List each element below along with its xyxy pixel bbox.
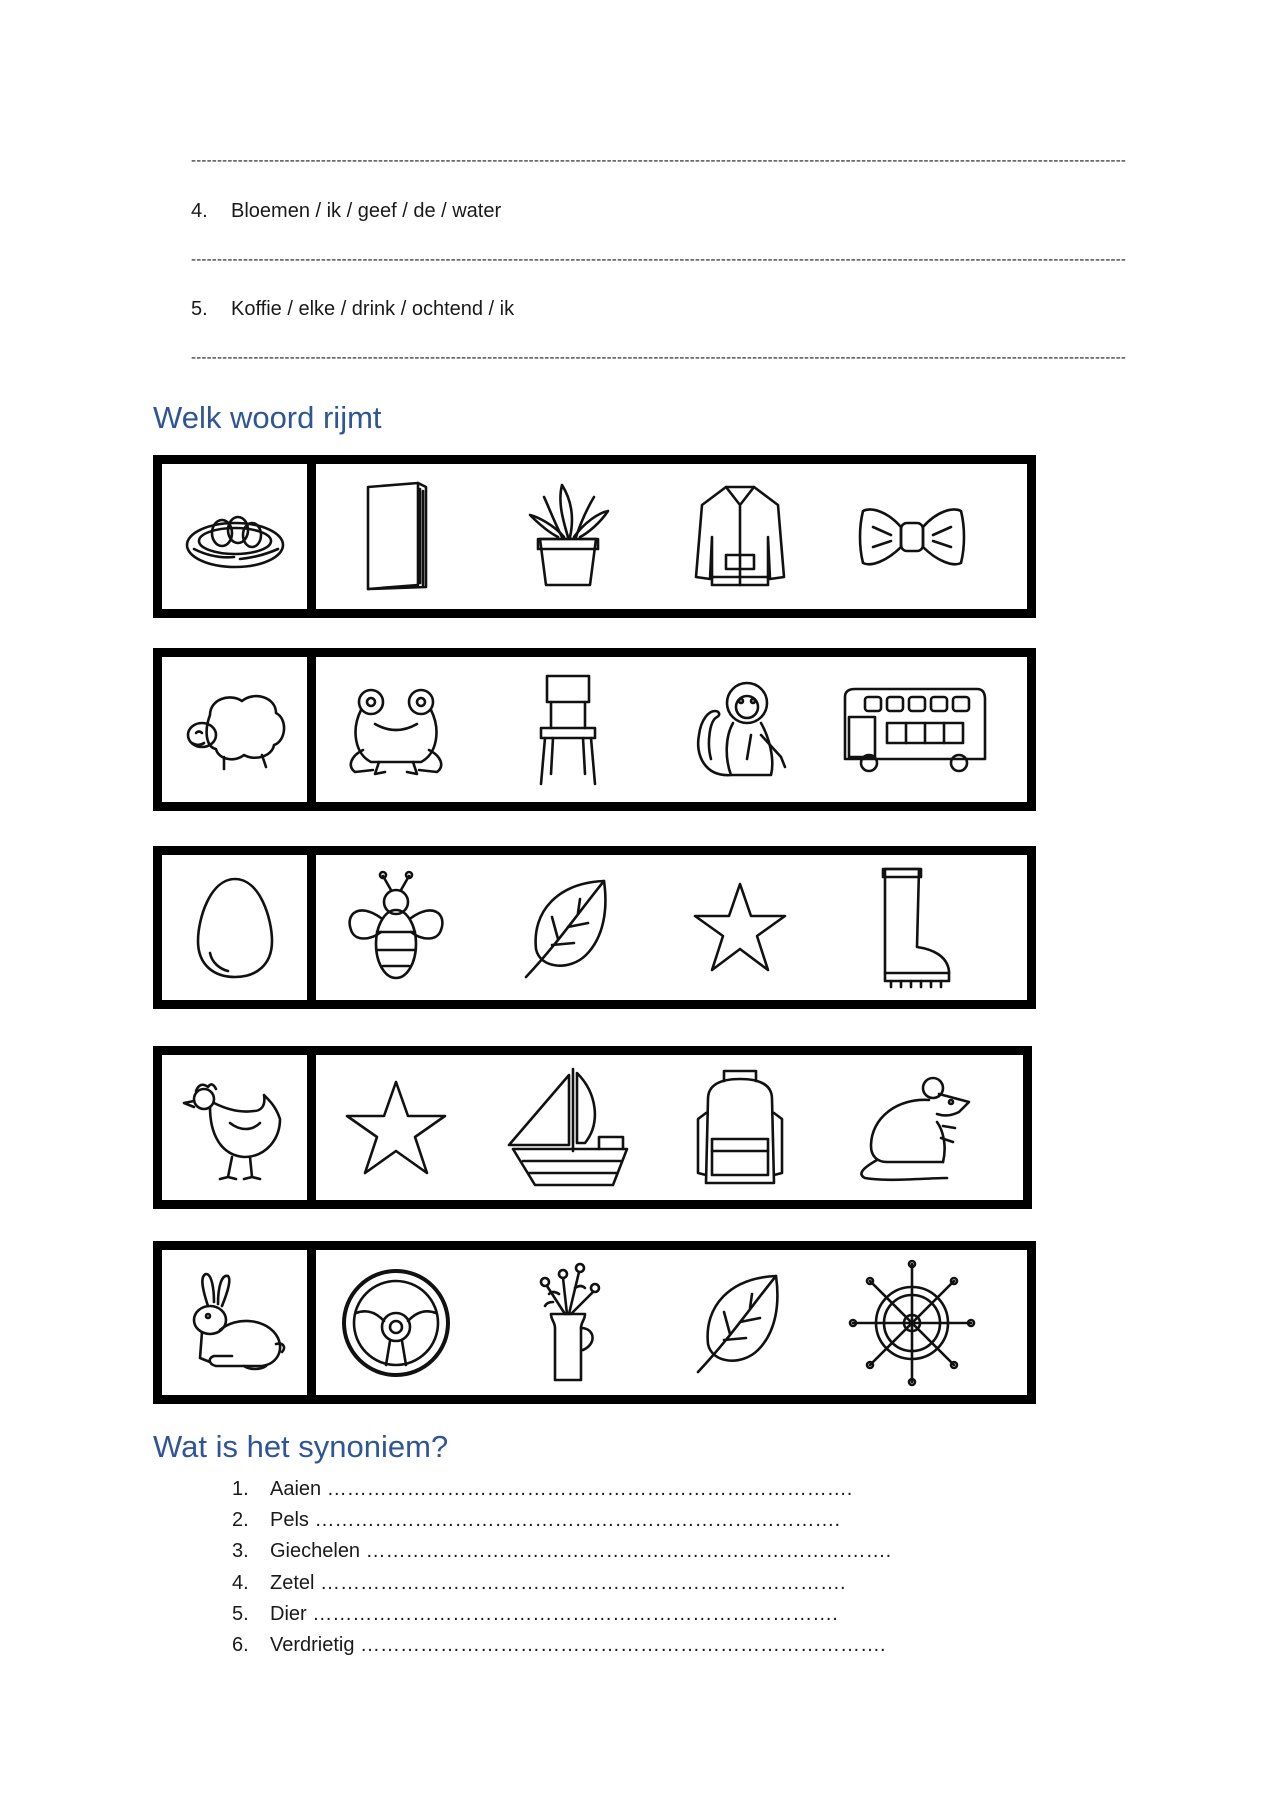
mouse-icon: [847, 1068, 977, 1188]
synonym-number: 6.: [232, 1634, 249, 1656]
sentence-number: 4.: [191, 200, 208, 222]
synonym-text: Giechelen …………………………………………………………………….: [270, 1540, 892, 1562]
option-2[interactable]: [488, 657, 648, 802]
synonym-item-6[interactable]: [232, 1633, 886, 1657]
chicken-icon: [180, 1073, 290, 1183]
bow-tie-icon: [857, 497, 967, 577]
vase-icon: [523, 1258, 613, 1388]
rhyme-row-5: [153, 1241, 1036, 1404]
answer-line[interactable]: ------------------------------------------------------------------------------------------------------------------------------------------------------------------------------------: [191, 251, 1127, 268]
backpack-icon: [690, 1063, 790, 1193]
synonym-number: 3.: [232, 1540, 249, 1562]
option-2[interactable]: [488, 855, 648, 1000]
rhyme-row-1: [153, 455, 1036, 618]
rhyme-row-2: [153, 648, 1036, 811]
synonym-number: 4.: [232, 1572, 249, 1594]
option-2[interactable]: [488, 1055, 648, 1200]
frog-icon: [341, 680, 451, 780]
synonym-item-4[interactable]: [232, 1571, 846, 1595]
prompt-cell: [162, 1055, 316, 1200]
sheep-icon: [180, 685, 290, 775]
option-1[interactable]: [316, 1055, 476, 1200]
synonym-item-3[interactable]: [232, 1539, 891, 1563]
rhyme-section-title: Welk woord rijmt: [153, 400, 382, 435]
sentence-text: Bloemen / ik / geef / de / water: [231, 200, 502, 222]
synonym-text: Verdrietig …………………………………………………………………….: [270, 1634, 886, 1656]
option-4[interactable]: [832, 657, 992, 802]
sentence-text: Koffie / elke / drink / ochtend / ik: [231, 298, 515, 320]
star-icon: [341, 1078, 451, 1178]
prompt-cell: [162, 657, 316, 802]
synonym-item-2[interactable]: [232, 1508, 840, 1532]
option-1[interactable]: [316, 464, 476, 609]
option-4[interactable]: [832, 1250, 992, 1395]
rhyme-row-4: [153, 1046, 1032, 1209]
rabbit-icon: [180, 1268, 290, 1378]
option-3[interactable]: [660, 464, 820, 609]
bus-icon: [837, 685, 987, 775]
book-icon: [346, 477, 446, 597]
option-3[interactable]: [660, 1250, 820, 1395]
prompt-cell: [162, 1250, 316, 1395]
option-1[interactable]: [316, 855, 476, 1000]
boat-icon: [503, 1063, 633, 1193]
plant-icon: [518, 477, 618, 597]
synonym-item-1[interactable]: [232, 1477, 852, 1501]
option-3[interactable]: [660, 1055, 820, 1200]
sentence-number: 5.: [191, 298, 208, 320]
steering-wheel-icon: [336, 1263, 456, 1383]
synonym-number: 1.: [232, 1478, 249, 1500]
synonym-section-title: Wat is het synoniem?: [153, 1429, 449, 1464]
nest-icon: [180, 497, 290, 577]
synonym-text: Dier …………………………………………………………………….: [270, 1603, 838, 1625]
answer-line[interactable]: ------------------------------------------------------------------------------------------------------------------------------------------------------------------------------------: [191, 349, 1127, 366]
option-3[interactable]: [660, 855, 820, 1000]
option-1[interactable]: [316, 657, 476, 802]
synonym-text: Zetel …………………………………………………………………….: [270, 1572, 846, 1594]
sentence-4: [191, 199, 501, 223]
option-1[interactable]: [316, 1250, 476, 1395]
rhyme-row-3: [153, 846, 1036, 1009]
option-2[interactable]: [488, 464, 648, 609]
synonym-item-5[interactable]: [232, 1602, 838, 1626]
sentence-5: [191, 297, 514, 321]
leaf-icon: [518, 873, 618, 983]
option-4[interactable]: [832, 855, 992, 1000]
monkey-icon: [685, 675, 795, 785]
synonym-number: 5.: [232, 1603, 249, 1625]
synonym-text: Aaien …………………………………………………………………….: [270, 1478, 853, 1500]
jacket-icon: [690, 477, 790, 597]
option-4[interactable]: [832, 1055, 992, 1200]
ship-wheel-icon: [847, 1258, 977, 1388]
egg-icon: [190, 873, 280, 983]
prompt-cell: [162, 855, 316, 1000]
option-4[interactable]: [832, 464, 992, 609]
synonym-number: 2.: [232, 1509, 249, 1531]
boot-icon: [867, 863, 957, 993]
leaf-icon: [690, 1268, 790, 1378]
option-3[interactable]: [660, 657, 820, 802]
star-icon: [690, 878, 790, 978]
chair-icon: [523, 670, 613, 790]
synonym-text: Pels …………………………………………………………………….: [270, 1509, 841, 1531]
prompt-cell: [162, 464, 316, 609]
option-2[interactable]: [488, 1250, 648, 1395]
bee-icon: [341, 868, 451, 988]
answer-line[interactable]: ------------------------------------------------------------------------------------------------------------------------------------------------------------------------------------: [191, 152, 1127, 169]
